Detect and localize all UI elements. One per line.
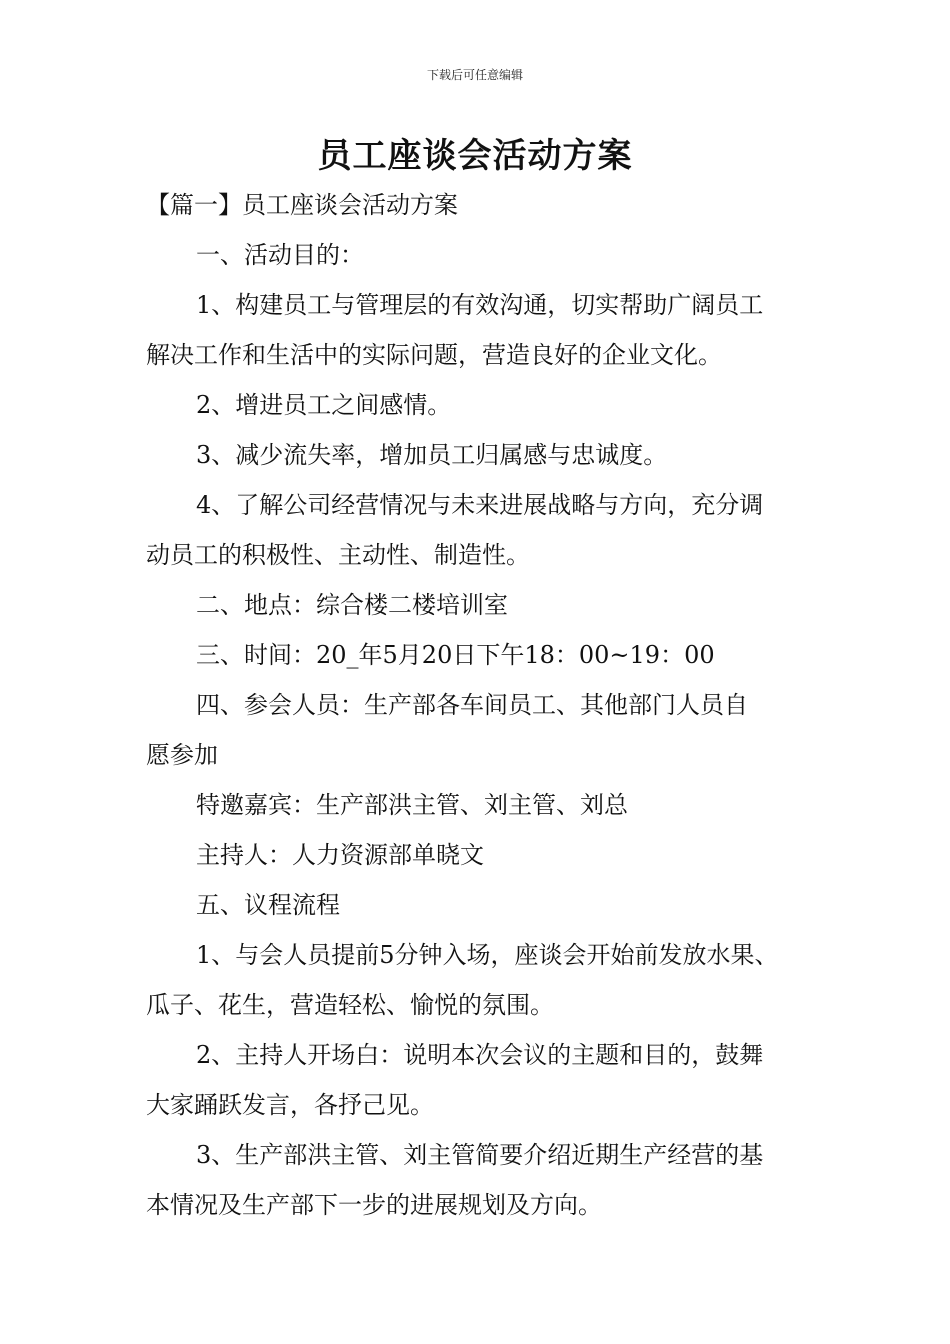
paragraph-line: 1、构建员工与管理层的有效沟通，切实帮助广阔员工 — [196, 291, 764, 319]
paragraph-line: 3、减少流失率，增加员工归属感与忠诚度。 — [196, 441, 668, 469]
paragraph-line: 本情况及生产部下一步的进展规划及方向。 — [146, 1191, 602, 1219]
paragraph-line: 2、增进员工之间感情。 — [196, 391, 452, 419]
paragraph-line: 2、主持人开场白：说明本次会议的主题和目的，鼓舞 — [196, 1041, 764, 1069]
paragraph-line: 一、活动目的： — [196, 241, 364, 269]
paragraph-line: 1、与会人员提前5分钟入场，座谈会开始前发放水果、 — [196, 941, 779, 969]
paragraph-line: 愿参加 — [146, 741, 218, 769]
paragraph-line: 解决工作和生活中的实际问题，营造良好的企业文化。 — [146, 341, 722, 369]
paragraph-line: 4、了解公司经营情况与未来进展战略与方向，充分调 — [196, 491, 764, 519]
paragraph-line: 【篇一】员工座谈会活动方案 — [146, 191, 458, 219]
paragraph-line: 3、生产部洪主管、刘主管简要介绍近期生产经营的基 — [196, 1141, 764, 1169]
paragraph-line: 四、参会人员：生产部各车间员工、其他部门人员自 — [196, 691, 748, 719]
paragraph-line: 瓜子、花生，营造轻松、愉悦的氛围。 — [146, 991, 554, 1019]
header-note: 下载后可任意编辑 — [426, 68, 523, 82]
paragraph-line: 大家踊跃发言，各抒己见。 — [146, 1091, 434, 1119]
document-body — [146, 180, 826, 1230]
paragraph-line: 主持人：人力资源部单晓文 — [196, 841, 484, 869]
document-title: 员工座谈会活动方案 — [317, 136, 633, 176]
paragraph-line: 二、地点：综合楼二楼培训室 — [196, 591, 508, 619]
paragraph-line: 五、议程流程 — [196, 891, 340, 919]
paragraph-line: 三、时间：20_年5月20日下午18：00~19：00 — [196, 641, 715, 669]
paragraph-line: 动员工的积极性、主动性、制造性。 — [146, 541, 530, 569]
paragraph-line: 特邀嘉宾：生产部洪主管、刘主管、刘总 — [196, 791, 628, 819]
